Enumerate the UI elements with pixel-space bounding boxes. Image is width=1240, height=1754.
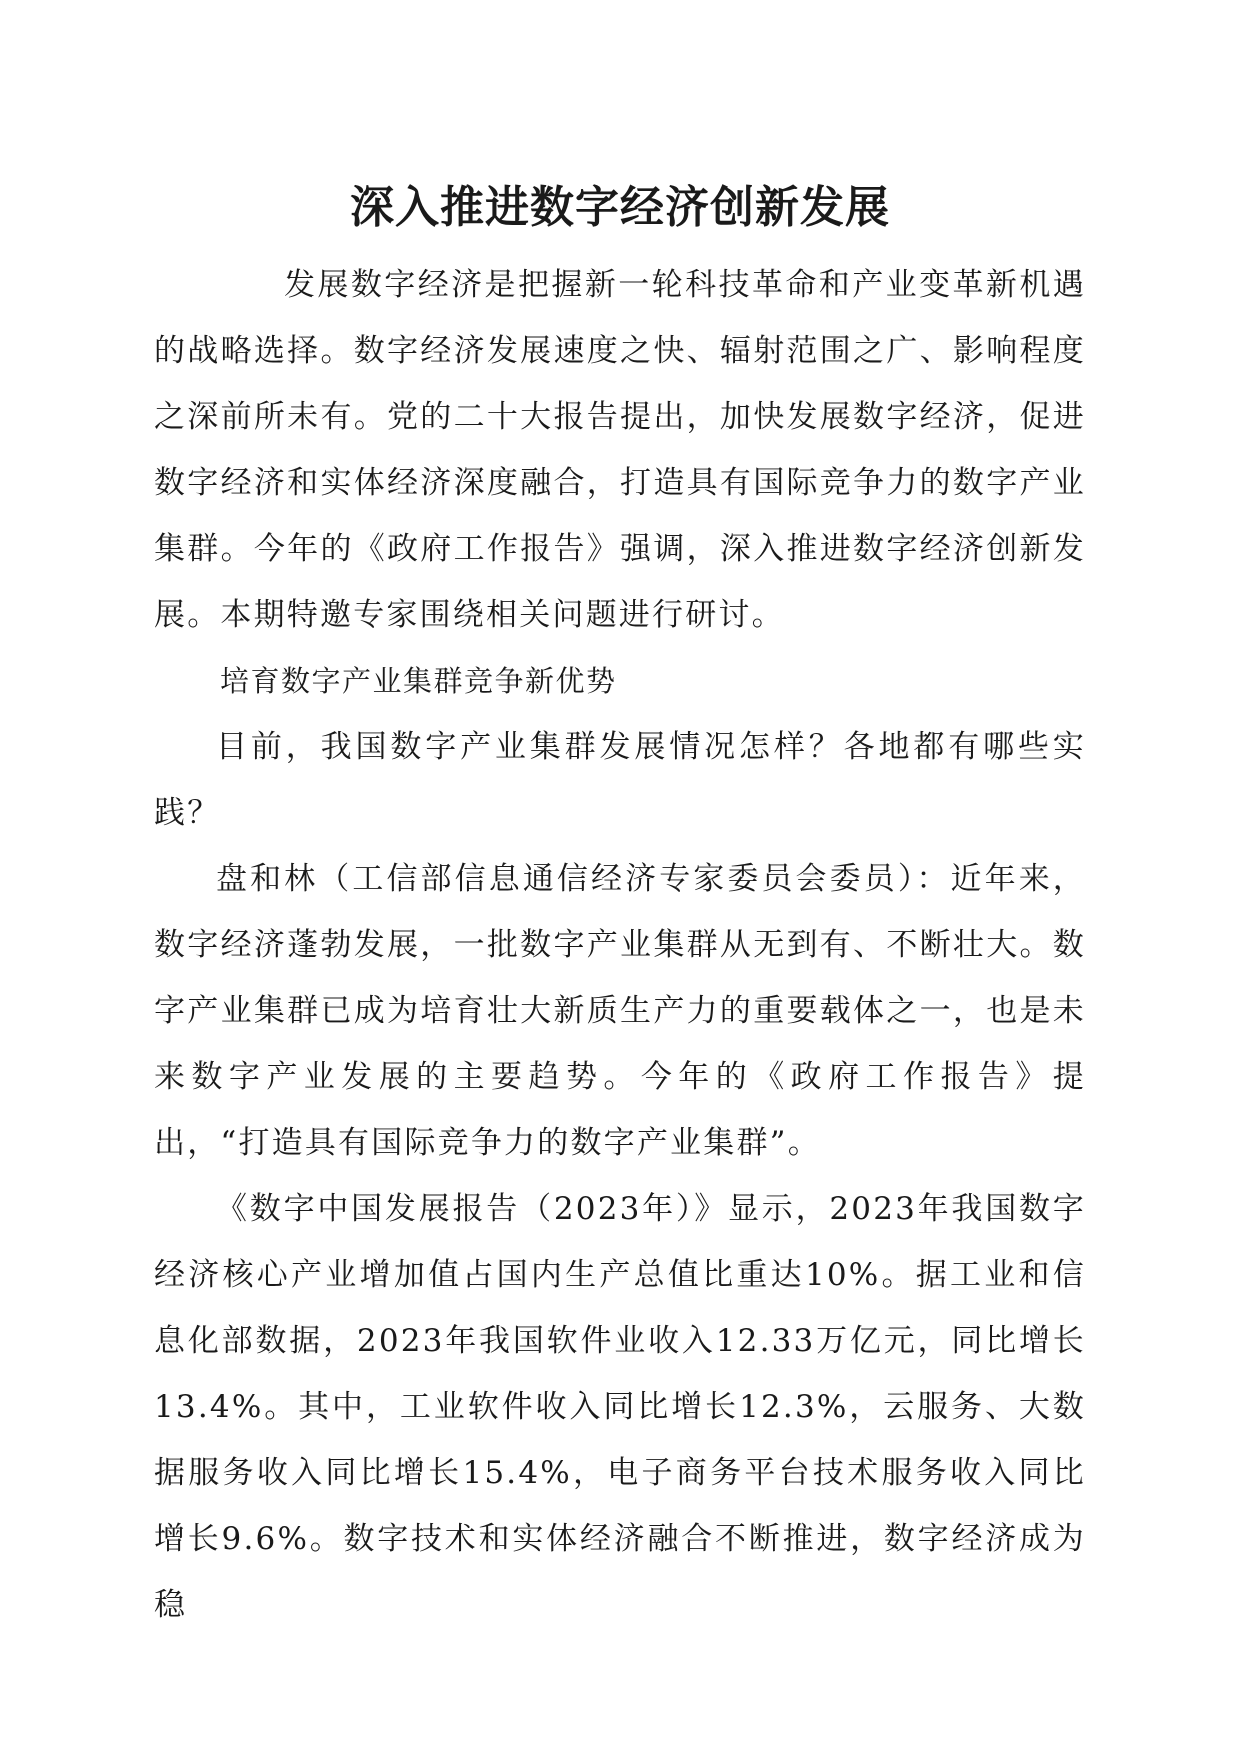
section-heading: 培育数字产业集群竞争新优势 bbox=[220, 664, 617, 698]
answer-paragraph-1: 盘和林（工信部信息通信经济专家委员会委员）：近年来，数字经济蓬勃发展，一批数字产业集群从无到有、不断壮大。数字产业集群已成为培育壮大新质生产力的重要载体之一，也是未来数字产业发展的主要趋势。今年的《政府工作报告》提出，“打造具有国际竞争力的数字产业集群”。 bbox=[154, 861, 1086, 1161]
document-body bbox=[154, 252, 1086, 1638]
intro-paragraph: 发展数字经济是把握新一轮科技革命和产业变革新机遇的战略选择。数字经济发展速度之快、辐射范围之广、影响程度之深前所未有。党的二十大报告提出，加快发展数字经济，促进数字经济和实体经济深度融合，打造具有国际竞争力的数字产业集群。今年的《政府工作报告》强调，深入推进数字经济创新发展。本期特邀专家围绕相关问题进行研讨。 bbox=[154, 267, 1086, 633]
question-paragraph: 目前，我国数字产业集群发展情况怎样？各地都有哪些实践？ bbox=[154, 729, 1086, 831]
document-title: 深入推进数字经济创新发展 bbox=[350, 182, 890, 233]
answer-paragraph-2: 《数字中国发展报告（2023年）》显示，2023年我国数字经济核心产业增加值占国内生产总值比重达10%。据工业和信息化部数据，2023年我国软件业收入12.33万亿元，同比增长13.4%。其中，工业软件收入同比增长12.3%，云服务、大数据服务收入同比增长15.4%，电子商务平台技术服务收入同比增长9.6%。数字技术和实体经济融合不断推进，数字经济成为稳 bbox=[154, 1191, 1086, 1623]
